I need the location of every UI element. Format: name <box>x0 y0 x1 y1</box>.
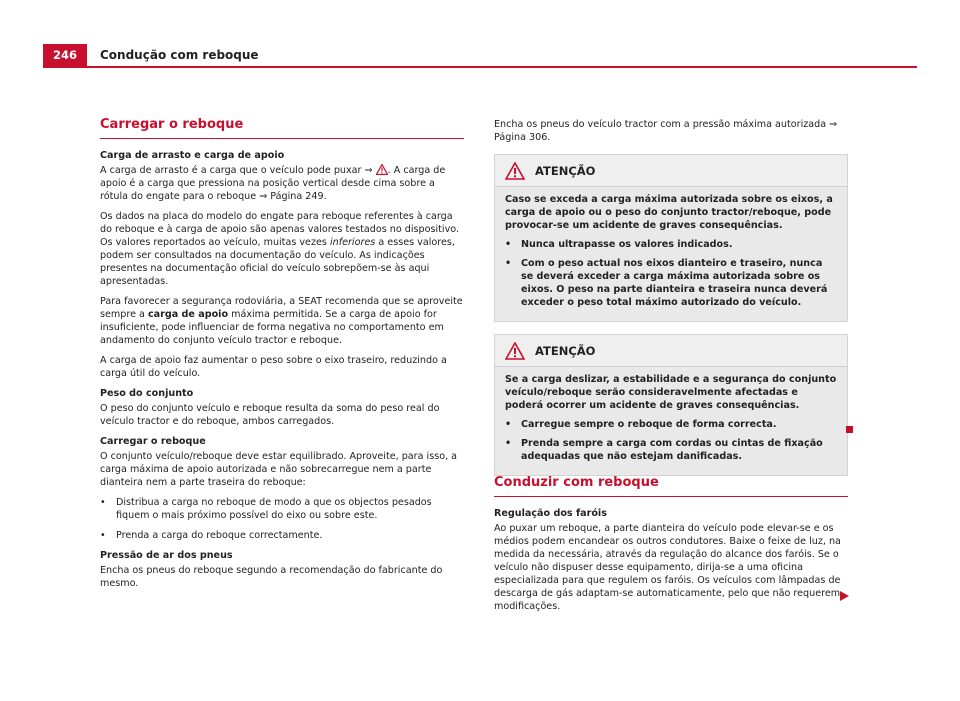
list-item <box>505 418 837 431</box>
warning-text: Se a carga deslizar, a estabilidade e a segurança do conjunto veículo/reboque serão consideravelmente afectadas e poderá ocorrer um acidente de graves consequências. <box>505 374 837 411</box>
list-item-text: Prenda sempre a carga com cordas ou cintas de fixação adequadas que não estejam danificadas. <box>521 438 823 462</box>
paragraph-carga-apoio: A carga de apoio faz aumentar o peso sobre o eixo traseiro, reduzindo a carga útil do veículo. <box>100 355 447 379</box>
warning-body <box>495 187 847 321</box>
end-of-section-icon <box>846 426 853 433</box>
list-item-text: Prenda a carga do reboque correctamente. <box>116 530 323 541</box>
warning-title: ATENÇÃO <box>535 163 596 178</box>
paragraph-pneus-tractor: Encha os pneus do veículo tractor com a pressão máxima autorizada ⇒ Página 306. <box>494 119 838 143</box>
warning-text: Caso se exceda a carga máxima autorizada sobre os eixos, a carga de apoio ou o peso do conjunto tractor/reboque, pode provocar-se um acidente de graves consequências. <box>505 194 833 231</box>
paragraph-farois: Ao puxar um reboque, a parte dianteira do veículo pode elevar-se e os médios podem encandear os outros condutores. Baixe o feixe de luz, na medida da necessária, através da regulação do alcance dos faróis. Se o veículo não dispuser desse equipamento, dirija-se a uma oficina especializada para que regulem os faróis. Os veículos com lâmpadas de descarga de gás adaptam-se automaticamente, pelo que não requerem modificações. <box>494 523 841 612</box>
warning-triangle-icon <box>505 342 525 360</box>
warning-triangle-icon <box>505 162 525 180</box>
list-item <box>505 437 837 463</box>
emphasis: inferiores <box>329 237 376 248</box>
warning-box-2 <box>494 334 848 476</box>
list-item-text: Distribua a carga no reboque de modo a que os objectos pesados fiquem o mais próximo possível do eixo ou sobre este. <box>116 497 432 521</box>
section-heading-conduzir: Conduzir com reboque <box>494 475 659 490</box>
list-item <box>505 238 837 251</box>
subheading-farois: Regulação dos faróis <box>494 508 607 519</box>
section-heading-carregar: Carregar o reboque <box>100 117 244 132</box>
text-run: Para favorecer a segurança rodoviária, a SEAT recomenda que se aproveite sempre a <box>100 296 463 320</box>
warning-header <box>495 155 847 187</box>
paragraph-equilibrio: O conjunto veículo/reboque deve estar equilibrado. Aproveite, para isso, a carga máxima de apoio autorizada e não sobrecarregue nem a parte dianteira nem a parte traseira do reboque: <box>100 451 458 488</box>
text-run: Os dados na placa do modelo do engate para reboque referentes à carga do reboque e à carga de apoio são apenas valores testados no dispositivo. Os valores reportados ao veículo, muitas vezes <box>100 211 460 248</box>
section-conduzir <box>494 476 848 613</box>
paragraph-carga-arrasto <box>100 164 464 203</box>
paragraph-pressao: Encha os pneus do reboque segundo a recomendação do fabricante do mesmo. <box>100 565 443 589</box>
list-item-text: Nunca ultrapasse os valores indicados. <box>521 239 733 250</box>
paragraph-seguranca <box>100 295 464 347</box>
bullet-icon: • <box>505 239 512 250</box>
text-run: A carga de arrasto é a carga que o veículo pode puxar ⇒ <box>100 165 376 176</box>
list-item <box>505 257 837 309</box>
right-column <box>494 118 848 476</box>
list-item <box>100 496 464 522</box>
warning-triangle-icon[interactable] <box>376 164 388 175</box>
list-item-text: Com o peso actual nos eixos dianteiro e traseiro, nunca se deverá exceder a carga máxima autorizada sobre os eixos. O peso na parte dianteira e traseira nunca deverá exceder o peso total máximo autorizado do veículo. <box>521 258 828 308</box>
paragraph-peso: O peso do conjunto veículo e reboque resulta da soma do peso real do veículo tractor e do reboque, ambos carregados. <box>100 403 440 427</box>
section-divider <box>494 496 848 497</box>
bullet-icon: • <box>100 530 106 541</box>
warning-body <box>495 367 847 475</box>
subheading-carga: Carga de arrasto e carga de apoio <box>100 150 285 161</box>
list-item-text: Carregue sempre o reboque de forma correcta. <box>521 419 777 430</box>
header-divider <box>43 66 917 68</box>
subheading-carregar: Carregar o reboque <box>100 436 206 447</box>
subheading-peso: Peso do conjunto <box>100 388 194 399</box>
warning-title: ATENÇÃO <box>535 343 596 358</box>
list-item <box>100 529 464 542</box>
strong-text: carga de apoio <box>147 309 229 320</box>
chapter-title: Condução com reboque <box>100 48 259 62</box>
warning-header <box>495 335 847 367</box>
section-divider <box>100 138 464 139</box>
page-number: 246 <box>43 44 87 66</box>
warning-box-1 <box>494 154 848 322</box>
continue-arrow-icon[interactable] <box>838 590 850 602</box>
subheading-pressao: Pressão de ar dos pneus <box>100 550 233 561</box>
text-run: . A carga de apoio é a carga que pressiona na posição vertical desde cima sobre a rótula do engate para o reboque ⇒ Página 249. <box>100 165 446 202</box>
bullet-icon: • <box>505 438 512 449</box>
bullet-icon: • <box>505 419 512 430</box>
bullet-icon: • <box>505 258 512 269</box>
text-run: máxima permitida. Se a carga de apoio for insuficiente, pode influenciar de forma negativa no comportamento em andamento do conjunto veículo tractor e reboque. <box>100 309 444 346</box>
bullet-icon: • <box>100 497 106 508</box>
left-column <box>100 118 464 597</box>
paragraph-dados-placa <box>100 210 464 288</box>
text-run: a esses valores, podem ser consultados na documentação do veículo. As indicações presentes na documentação oficial do veículo sobrepõem-se às aqui apresentadas. <box>100 237 455 287</box>
